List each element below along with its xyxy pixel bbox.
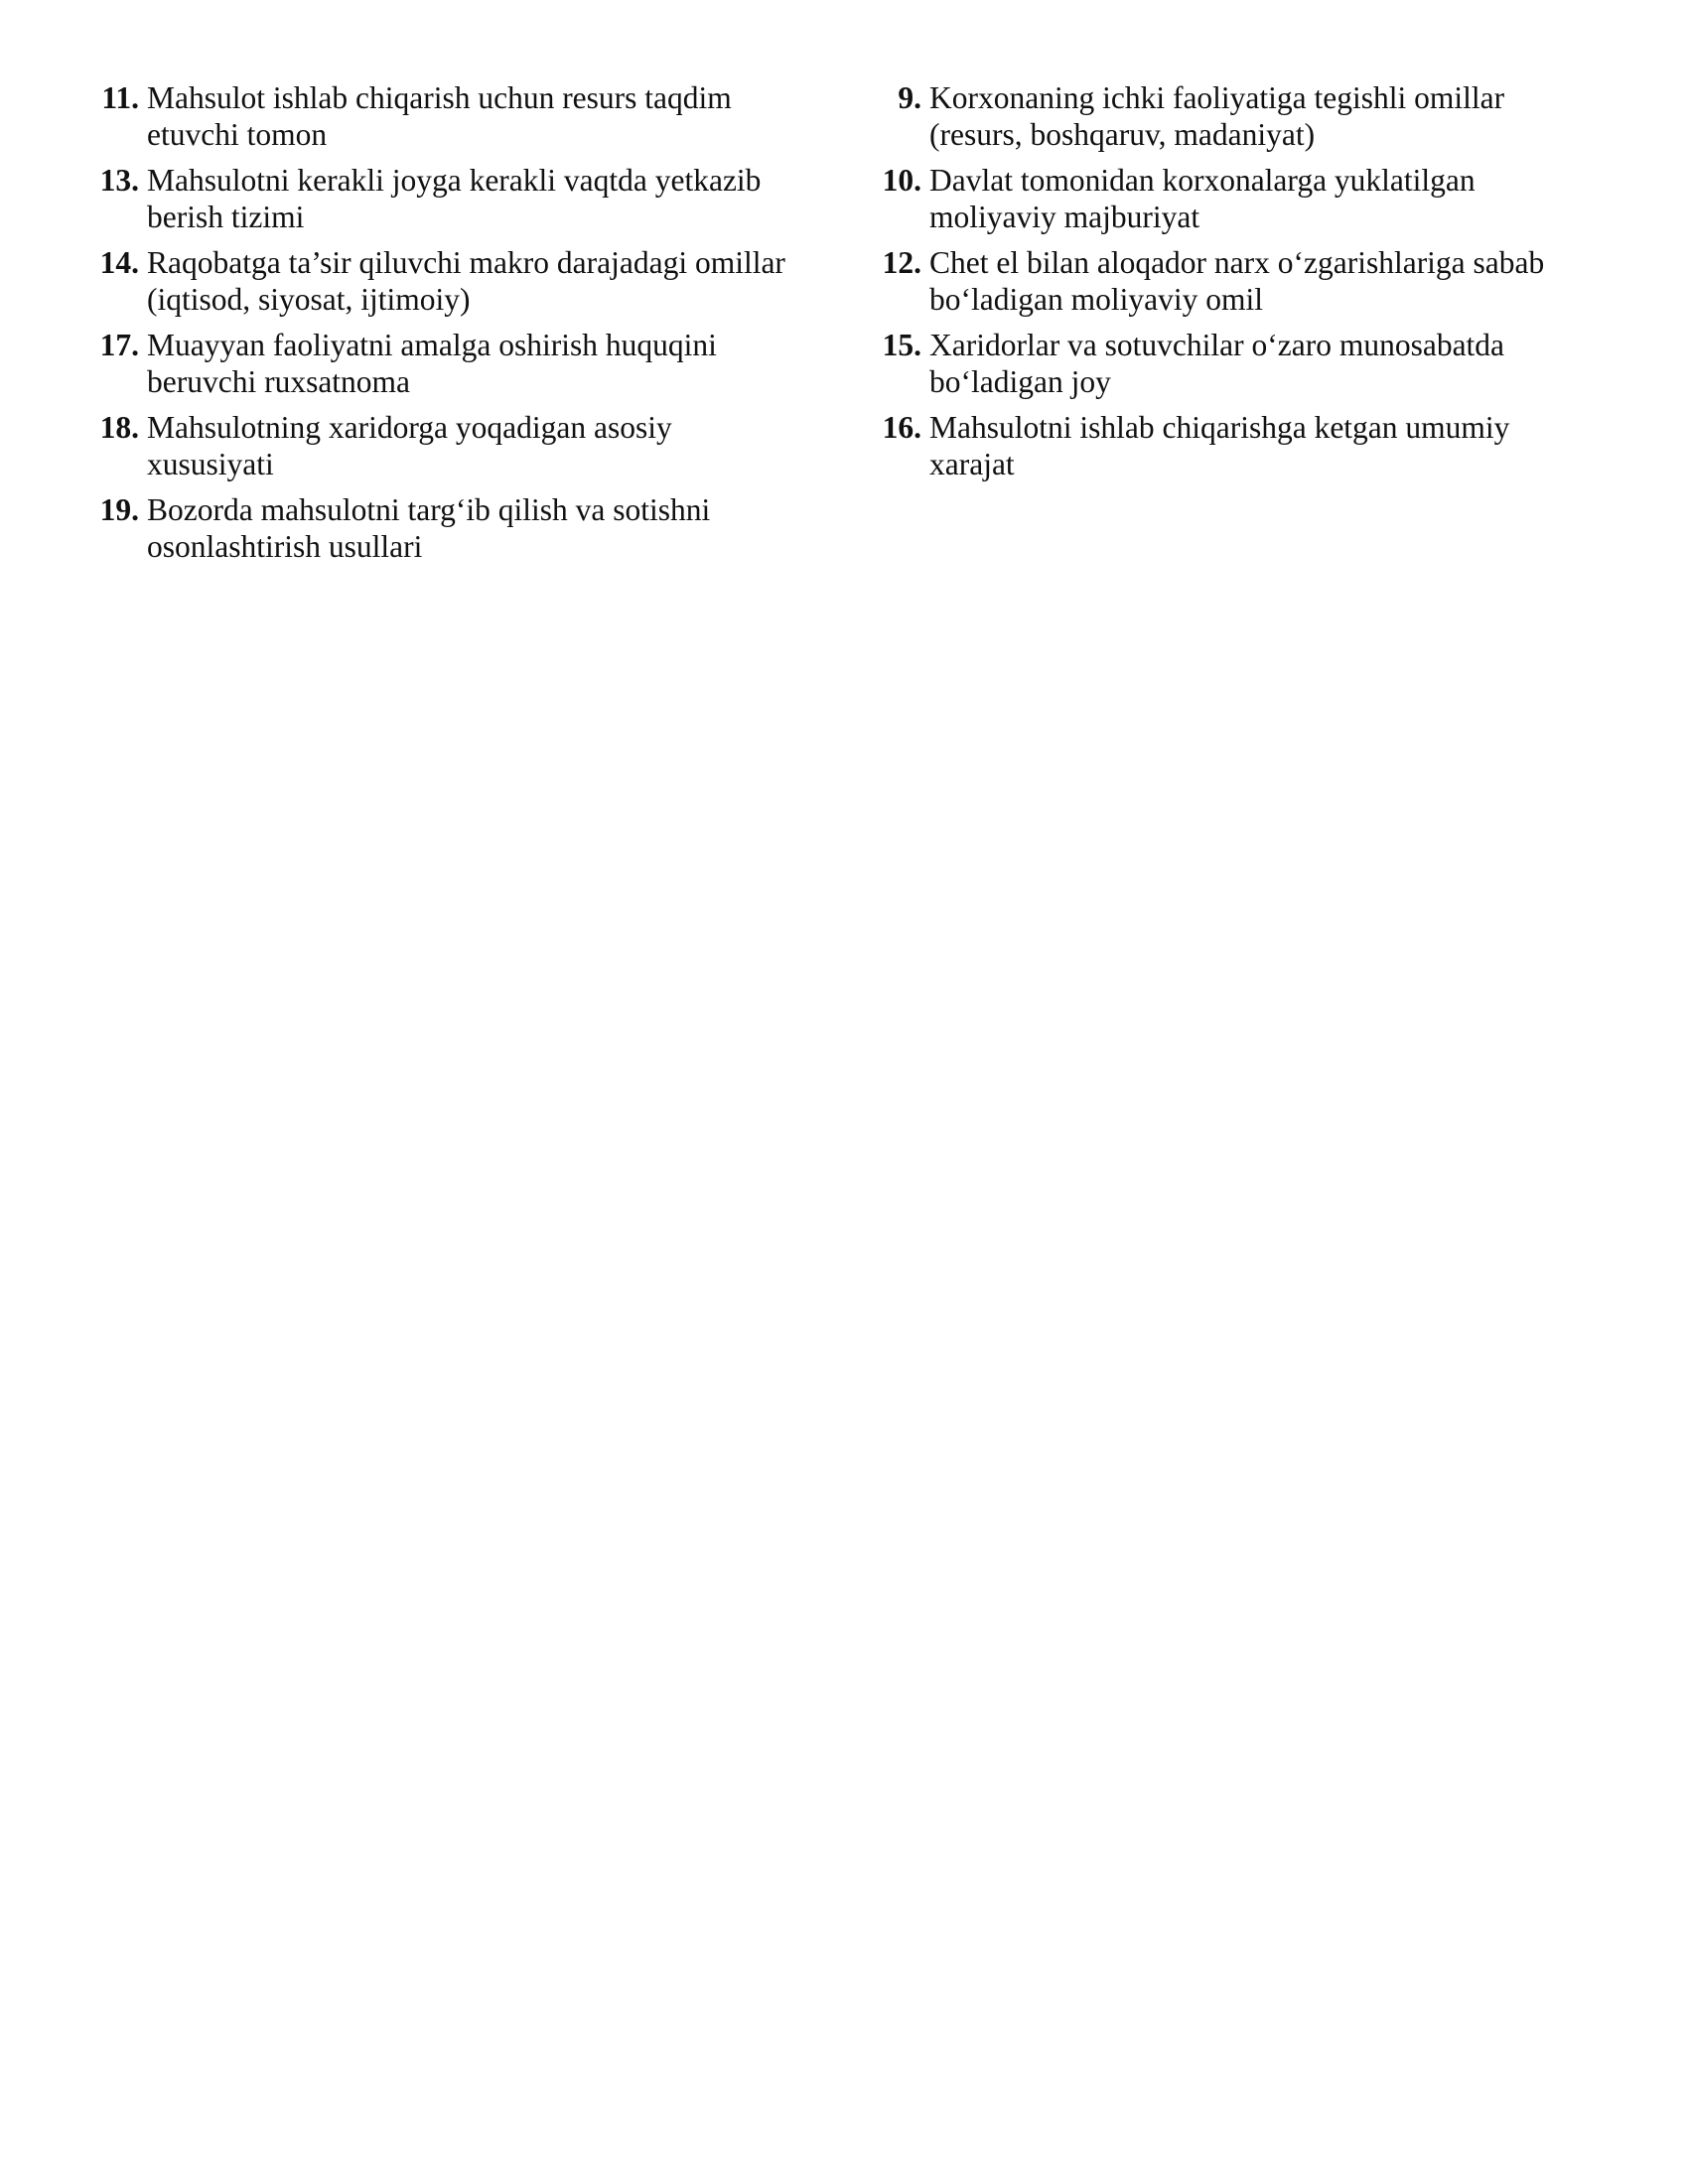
clue-number: 14. (99, 245, 139, 280)
clue-text (929, 244, 1593, 318)
clue-number: 15. (882, 328, 921, 362)
clue-text (147, 162, 844, 235)
clue-text (147, 244, 844, 318)
clue-line: xarajat (929, 447, 1015, 481)
list-item (868, 162, 1593, 235)
clue-number: 9. (898, 80, 921, 115)
clue-number: 18. (99, 410, 139, 445)
clue-line: Chet el bilan aloqador narx o‘zgarishlariga sabab (929, 245, 1545, 280)
clue-line: berish tizimi (147, 200, 305, 234)
clue-text (929, 162, 1593, 235)
list-item (89, 162, 844, 235)
clue-line: etuvchi tomon (147, 117, 328, 152)
clue-line: Muayyan faoliyatni amalga oshirish huquqini (147, 328, 717, 362)
clue-text (147, 79, 844, 153)
clue-line: (iqtisod, siyosat, ijtimoiy) (147, 282, 471, 317)
list-item (868, 327, 1593, 400)
list-item (868, 79, 1593, 153)
list-item (89, 79, 844, 153)
list-item (89, 491, 844, 565)
clue-line: beruvchi ruxsatnoma (147, 364, 411, 399)
clue-line: Bozorda mahsulotni targ‘ib qilish va sotishni (147, 492, 711, 527)
clue-text (929, 79, 1593, 153)
list-item (89, 409, 844, 482)
clue-number: 11. (101, 80, 139, 115)
clue-line: Mahsulotni ishlab chiqarishga ketgan umumiy (929, 410, 1510, 445)
list-item (89, 244, 844, 318)
clue-list-right (868, 79, 1593, 491)
clue-number: 19. (99, 492, 139, 527)
clue-line: xususiyati (147, 447, 274, 481)
clue-line: bo‘ladigan joy (929, 364, 1111, 399)
list-item (868, 409, 1593, 482)
clue-line: moliyaviy majburiyat (929, 200, 1200, 234)
clue-line: Raqobatga ta’sir qiluvchi makro darajadagi omillar (147, 245, 785, 280)
clue-text (147, 327, 844, 400)
clue-line: (resurs, boshqaruv, madaniyat) (929, 117, 1316, 152)
clue-line: Mahsulotning xaridorga yoqadigan asosiy (147, 410, 672, 445)
clue-line: Korxonaning ichki faoliyatiga tegishli omillar (929, 80, 1505, 115)
clue-line: osonlashtirish usullari (147, 529, 423, 564)
list-item (868, 244, 1593, 318)
clue-line: bo‘ladigan moliyaviy omil (929, 282, 1263, 317)
clue-line: Xaridorlar va sotuvchilar o‘zaro munosabatda (929, 328, 1505, 362)
clue-text (147, 491, 844, 565)
clue-line: Mahsulotni kerakli joyga kerakli vaqtda yetkazib (147, 163, 762, 198)
clue-text (929, 327, 1593, 400)
clue-number: 13. (99, 163, 139, 198)
clue-text (147, 409, 844, 482)
clue-line: Davlat tomonidan korxonalarga yuklatilgan (929, 163, 1476, 198)
clue-number: 17. (99, 328, 139, 362)
clue-text (929, 409, 1593, 482)
list-item (89, 327, 844, 400)
clue-number: 12. (882, 245, 921, 280)
clue-line: Mahsulot ishlab chiqarish uchun resurs taqdim (147, 80, 732, 115)
clue-list-left (89, 79, 844, 574)
clue-number: 10. (882, 163, 921, 198)
clue-number: 16. (882, 410, 921, 445)
